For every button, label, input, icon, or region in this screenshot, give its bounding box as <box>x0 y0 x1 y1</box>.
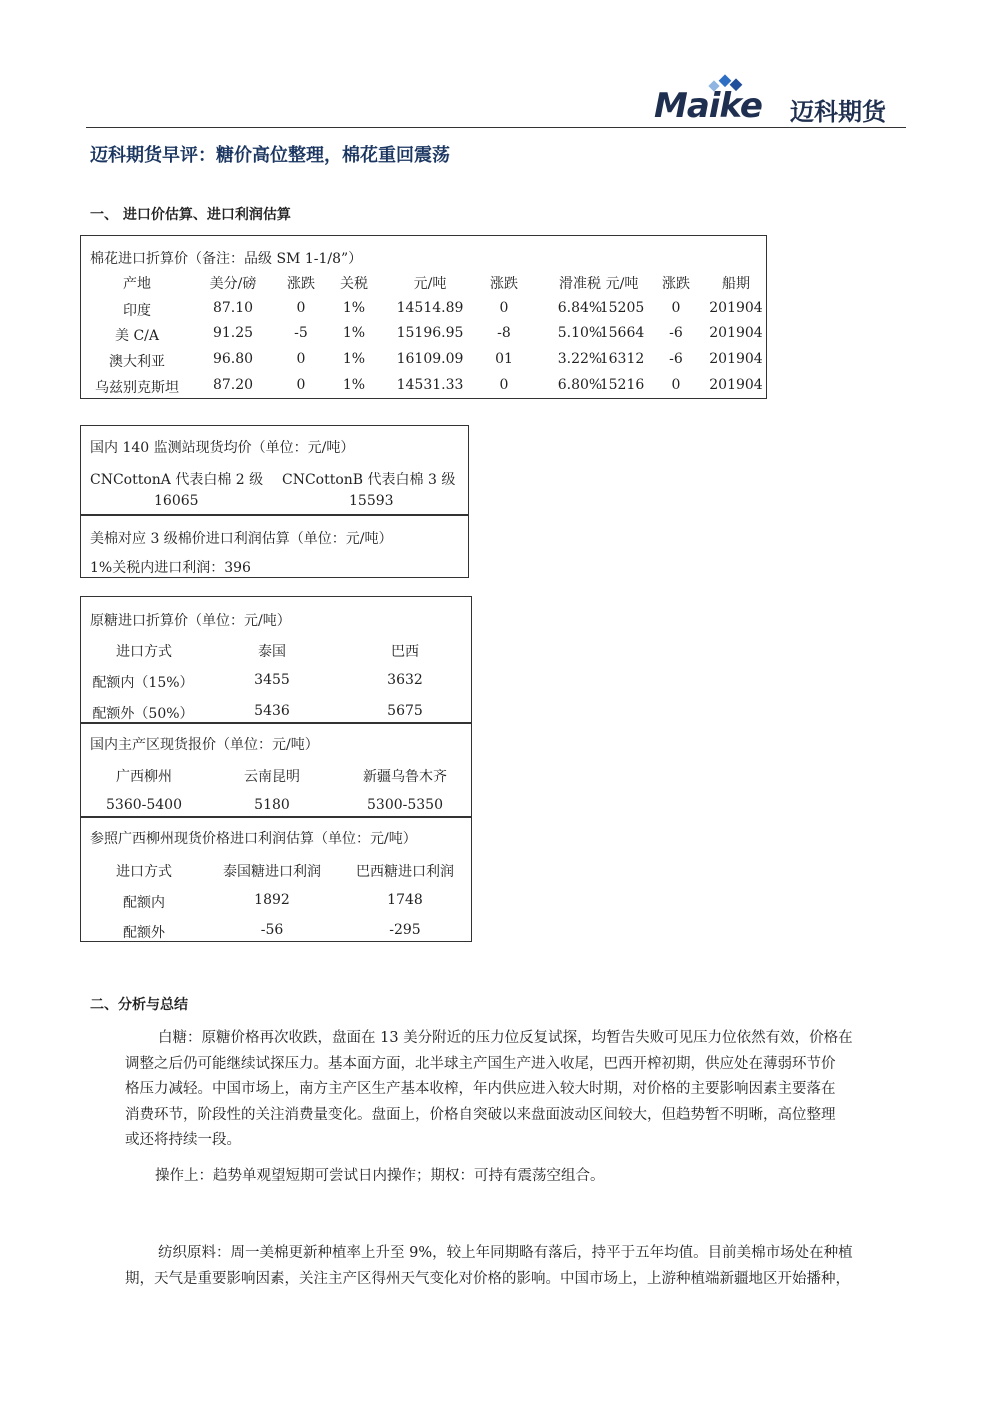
table-cell: 1% <box>342 351 366 367</box>
logo-chinese: 迈科期货 <box>790 98 886 126</box>
page-title: 迈科期货早评：糖价高位整理，棉花重回震荡 <box>90 145 450 166</box>
table-cell: 96.80 <box>212 351 254 367</box>
cncotton-a-label: CNCottonA 代表白棉 2 级 <box>90 472 264 488</box>
sugar-import-caption: 原糖进口折算价（单位：元/吨） <box>90 613 291 629</box>
company-logo <box>650 72 906 128</box>
table-cell: 1748 <box>387 892 423 908</box>
row-label: 乌兹别克斯坦 <box>95 380 179 396</box>
column-header: 涨跌 <box>287 276 315 292</box>
sugar-profit-caption: 参照广西柳州现货价格进口利润估算（单位：元/吨） <box>90 831 417 847</box>
table-cell: 0 <box>499 377 509 393</box>
table-cell: 3455 <box>254 672 290 688</box>
row-label: 美 C/A <box>115 328 159 344</box>
header-divider <box>86 127 906 128</box>
para-line: 或还将持续一段。 <box>125 1132 241 1148</box>
table-cell: 15216 <box>599 377 645 393</box>
cncotton-b-label: CNCottonB 代表白棉 3 级 <box>282 472 456 488</box>
para-line: 格压力减轻。中国市场上，南方主产区生产基本收榨，年内供应进入较大时期，对价格的主要影响因素主要落在 <box>125 1081 836 1097</box>
column-header: 产地 <box>123 276 151 292</box>
table-cell: 16109.09 <box>396 351 464 367</box>
table-cell: 1892 <box>254 892 290 908</box>
table-cell: 87.20 <box>212 377 254 393</box>
column-header: 进口方式 <box>116 644 172 660</box>
column-header: 元/吨 <box>413 276 447 292</box>
table-cell: -8 <box>497 325 511 341</box>
para-line: 消费环节，阶段性的关注消费量变化。盘面上，价格自突破以来盘面波动区间较大，但趋势暂不明晰，高位整理 <box>125 1106 836 1123</box>
cncotton-a-value: 16065 <box>154 493 199 509</box>
table-cell: -6 <box>669 351 683 367</box>
table-cell: 0 <box>671 377 681 393</box>
table-cell: 6.80% <box>557 377 603 393</box>
table-cell: 14531.33 <box>396 377 464 393</box>
table-cell: 15205 <box>599 300 645 316</box>
column-header: 泰国 <box>258 644 286 660</box>
operation-paragraph: 操作上：趋势单观望短期可尝试日内操作；期权：可持有震荡空组合。 <box>155 1168 605 1184</box>
table-cell: 201904 <box>709 325 763 341</box>
table-cell: 5436 <box>254 703 290 719</box>
price-value: 5180 <box>254 797 290 813</box>
cotton-import-table <box>80 235 767 399</box>
column-header: 涨跌 <box>662 276 690 292</box>
column-header: 巴西糖进口利润 <box>356 864 454 880</box>
row-label: 配额外 <box>123 925 165 941</box>
table-caption: 棉花进口折算价（备注：品级 SM 1-1/8”） <box>90 251 363 267</box>
sugar-analysis-paragraph <box>125 1026 905 1154</box>
row-label: 配额外（50%） <box>92 706 194 722</box>
column-header: 进口方式 <box>116 864 172 880</box>
table-cell: 0 <box>296 300 306 316</box>
cncotton-b-value: 15593 <box>349 493 394 509</box>
profit-line: 1%关税内进口利润：396 <box>90 560 251 576</box>
table-cell: 201904 <box>709 300 763 316</box>
table-cell: -295 <box>389 922 421 938</box>
para-line: 调整之后仍可能继续试探压力。基本面方面，北半球主产国生产进入收尾，巴西开榨初期，供应处在薄弱环节价 <box>125 1055 836 1072</box>
box-divider <box>81 816 471 818</box>
table-cell: 0 <box>671 300 681 316</box>
table-cell: 1% <box>342 377 366 393</box>
table-cell: 01 <box>495 351 513 367</box>
table-cell: 87.10 <box>212 300 254 316</box>
table-cell: 91.25 <box>212 325 254 341</box>
column-header: 泰国糖进口利润 <box>223 864 321 880</box>
box-divider <box>81 514 468 516</box>
column-header: 涨跌 <box>490 276 518 292</box>
para-line: 纺织原料：周一美棉更新种植率上升至 9%，较上年同期略有落后，持平于五年均值。目前美棉市场处在种植 <box>158 1245 853 1261</box>
sugar-box <box>80 596 472 942</box>
table-cell: 1% <box>342 300 366 316</box>
table-cell: 0 <box>296 351 306 367</box>
table-cell: -56 <box>260 922 284 938</box>
box-divider <box>81 722 471 724</box>
table-cell: 16312 <box>599 351 645 367</box>
table-cell: 0 <box>296 377 306 393</box>
table-cell: 5.10% <box>557 325 603 341</box>
region-label: 云南昆明 <box>244 769 300 785</box>
table-cell: -6 <box>669 325 683 341</box>
domestic-caption: 国内 140 监测站现货均价（单位：元/吨） <box>90 440 355 456</box>
column-header: 船期 <box>722 276 750 292</box>
column-header: 滑准税 <box>559 276 601 292</box>
price-value: 5360-5400 <box>106 797 182 813</box>
table-cell: 201904 <box>709 351 763 367</box>
row-label: 印度 <box>123 303 151 319</box>
table-cell: 1% <box>342 325 366 341</box>
table-cell: 5675 <box>387 703 423 719</box>
table-cell: 3632 <box>387 672 423 688</box>
section-heading-2: 二、分析与总结 <box>90 997 188 1013</box>
table-cell: 14514.89 <box>396 300 464 316</box>
table-cell: -5 <box>294 325 308 341</box>
region-label: 新疆乌鲁木齐 <box>363 769 447 785</box>
para-line: 期，天气是重要影响因素，关注主产区得州天气变化对价格的影响。中国市场上，上游种植端新疆地区开始播种， <box>125 1270 850 1287</box>
profit-caption: 美棉对应 3 级棉价进口利润估算（单位：元/吨） <box>90 531 393 547</box>
section-heading-1: 一、 进口价估算、进口利润估算 <box>90 207 291 223</box>
row-label: 配额内（15%） <box>92 675 194 691</box>
column-header: 元/吨 <box>605 276 639 292</box>
row-label: 配额内 <box>123 895 165 911</box>
table-cell: 15196.95 <box>396 325 464 341</box>
table-cell: 6.84% <box>557 300 603 316</box>
table-cell: 201904 <box>709 377 763 393</box>
column-header: 巴西 <box>391 644 419 660</box>
table-cell: 0 <box>499 300 509 316</box>
sugar-spot-caption: 国内主产区现货报价（单位：元/吨） <box>90 737 319 753</box>
row-label: 澳大利亚 <box>109 354 165 370</box>
textile-analysis-paragraph <box>125 1241 905 1292</box>
price-value: 5300-5350 <box>367 797 443 813</box>
logo-latin: Maike <box>654 86 762 126</box>
column-header: 美分/磅 <box>209 276 257 292</box>
domestic-cotton-box <box>80 425 469 578</box>
region-label: 广西柳州 <box>116 769 172 785</box>
table-cell: 15664 <box>599 325 645 341</box>
table-cell: 3.22% <box>557 351 603 367</box>
column-header: 关税 <box>340 276 368 292</box>
para-line: 白糖：原糖价格再次收跌，盘面在 13 美分附近的压力位反复试探，均暂告失败可见压力位依然有效，价格在 <box>158 1030 853 1046</box>
